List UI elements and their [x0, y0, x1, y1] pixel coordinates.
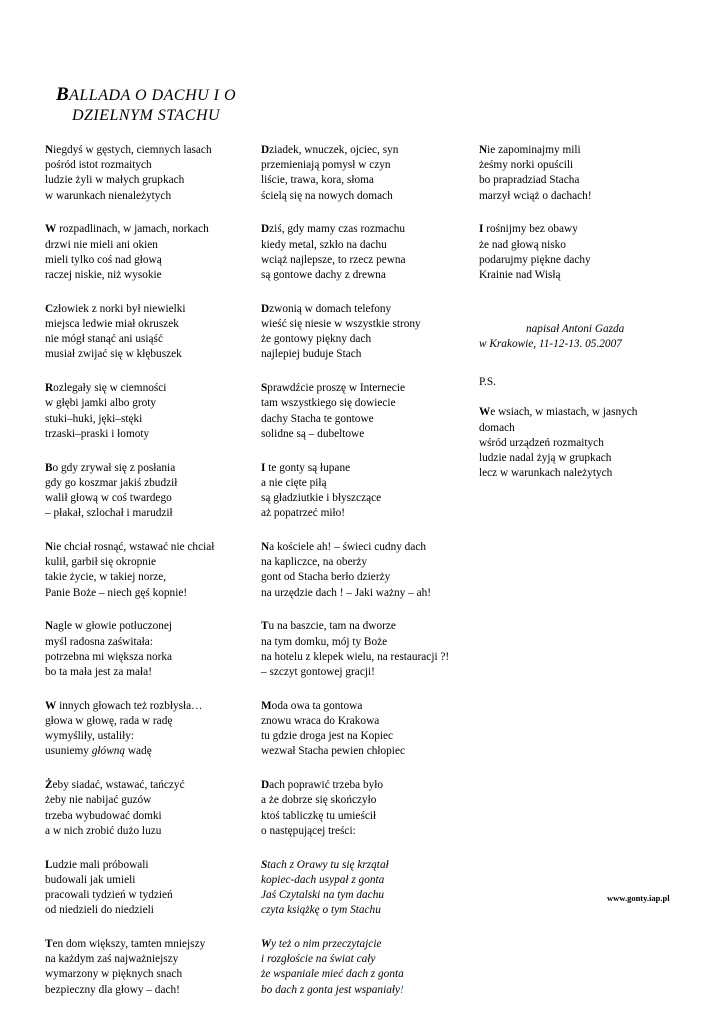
stanza-initial: C: [45, 302, 54, 315]
stanza-line: [261, 347, 476, 362]
stanza-line-text: od niedzieli do niedzieli: [45, 904, 154, 917]
stanza: [45, 222, 245, 283]
stanza-initial: L: [45, 858, 53, 871]
stanza-line-text: najlepiej buduje Stach: [261, 348, 362, 361]
stanza-line: wieść się niesie w wszystkie strony: [261, 318, 421, 331]
stanza-line: [45, 143, 245, 158]
stanza-line: a że dobrze się skończyło: [261, 794, 377, 807]
stanza-initial: T: [45, 938, 53, 951]
stanza-line-text: en dom większy, tamten mniejszy: [52, 938, 206, 951]
stanza-line: [45, 744, 245, 759]
title-initial: B: [55, 84, 70, 105]
stanza-line-text: – płakał, szlochał i marudził: [45, 507, 173, 520]
stanza-line: przemieniają pomysł w czyn: [261, 159, 391, 172]
stanza-line-text: są gontowe dachy z drewna: [261, 269, 386, 282]
exclamation-mark: !: [400, 983, 404, 996]
stanza-line-text: ozlegały się w ciemności: [53, 382, 167, 395]
stanza-line: [261, 983, 476, 998]
stanza: [261, 699, 476, 760]
stanza-initial: S: [261, 858, 268, 871]
stanza-line: [45, 506, 245, 521]
stanza-initial: R: [45, 382, 54, 395]
stanza-line-text: prawdźcie proszę w Internecie: [267, 382, 405, 395]
stanza-line: [45, 699, 245, 714]
footer-url: www.gonty.iap.pl: [607, 893, 670, 903]
stanza-line-text: bo dach z gonta jest wspaniały: [261, 983, 401, 996]
stanza-line: [479, 222, 679, 237]
stanza: [261, 778, 476, 839]
stanza: [45, 381, 245, 442]
stanza-line: pracowali tydzień w tydzień: [45, 889, 173, 902]
stanza-line: [45, 937, 245, 952]
stanza-line: [45, 665, 245, 680]
stanza-line-text: musiał zwijać się w kłębuszek: [45, 348, 182, 361]
stanza-line: [45, 347, 245, 362]
stanza-line: że nad głową nisko: [479, 238, 566, 251]
stanza-line: nie mógł stanąć ani usiąść: [45, 333, 163, 346]
stanza-line: [261, 586, 476, 601]
stanza-line: ludzie żyli w małych grupkach: [45, 174, 185, 187]
stanza-line: ktoś tabliczkę tu umieścił: [261, 809, 377, 822]
stanza-emphasis: główną: [91, 745, 126, 758]
stanza-line: [261, 302, 476, 317]
signature-place-date: w Krakowie, 11-12-13. 05.2007: [479, 338, 622, 351]
stanza-line-text: tach z Orawy tu się krzątał: [267, 858, 389, 871]
stanza-line: [261, 619, 476, 634]
stanza-line-text: te gonty są łupane: [265, 461, 351, 474]
stanza-line: [261, 427, 476, 442]
stanza-line: wymyśliły, ustaliły:: [45, 730, 135, 743]
stanza-line: [261, 222, 476, 237]
stanza: [261, 540, 476, 601]
stanza-initial: W: [45, 699, 57, 712]
stanza-line: [261, 778, 476, 793]
stanza-line-text: wadę: [125, 745, 152, 758]
stanza-line: kulił, garbił się okropnie: [45, 556, 157, 569]
stanza-line-text: złowiek z norki był niewielki: [53, 302, 186, 315]
stanza-line: [45, 778, 245, 793]
stanza-line-text: ziś, gdy mamy czas rozmachu: [269, 223, 405, 236]
stanza: [45, 540, 245, 601]
stanza-line: że wspaniale mieć dach z gonta: [261, 968, 404, 981]
stanza-line: gont od Stacha berło dzierży: [261, 571, 391, 584]
stanza-line: [261, 540, 476, 555]
stanza-line: [45, 222, 245, 237]
stanza-line: [261, 937, 476, 952]
stanza-line: pośród istot rozmaitych: [45, 159, 152, 172]
stanza-line: żeby nie nabijać guzów: [45, 794, 152, 807]
column-3: [479, 143, 679, 500]
stanza-line: [45, 189, 245, 204]
stanza-line-text: o następującej treści:: [261, 824, 356, 837]
stanza-line: [261, 824, 476, 839]
stanza-line: są gładziutkie i błyszczące: [261, 492, 382, 505]
stanza-line: Jaś Czytalski na tym dachu: [261, 889, 384, 902]
stanza-line: głowa w głowę, rada w radę: [45, 715, 173, 728]
stanza-line-text: iegdyś w gęstych, ciemnych lasach: [53, 144, 212, 156]
stanza-line-text: a w nich zrobić dużo luzu: [45, 824, 162, 837]
stanza-line-text: o gdy zrywał się z posłania: [52, 461, 176, 474]
stanza: [45, 302, 245, 363]
stanza-line: kiedy metal, szkło na dachu: [261, 238, 387, 251]
stanza-line: [45, 619, 245, 634]
stanza-line-text: zwonią w domach telefony: [269, 302, 392, 315]
stanza-line-text: ie chciał rosnąć, wstawać nie chciał: [53, 541, 215, 554]
stanza-line: [479, 189, 679, 204]
stanza-line: tu gdzie droga jest na Kopiec: [261, 730, 394, 743]
ps-label: P.S.: [479, 376, 496, 389]
stanza-line: takie życie, w takiej norze,: [45, 571, 167, 584]
stanza-line: [261, 665, 476, 680]
stanza-line-text: marzył wciąż o dachach!: [479, 189, 592, 202]
stanza-line-text: rośnijmy bez obawy: [483, 223, 578, 236]
stanza-line: na kapliczce, na oberży: [261, 556, 368, 569]
stanza-line-text: trzaski–praski i łomoty: [45, 427, 150, 440]
column-3-stanzas: [479, 143, 679, 283]
stanza-line: [261, 506, 476, 521]
stanza: [261, 302, 476, 363]
stanza-line-text: agle w głowie potłuczonej: [53, 620, 173, 633]
stanza-line: liście, trawa, kora, słoma: [261, 174, 374, 187]
stanza: [45, 858, 245, 919]
stanza-line: miejsca ledwie miał okruszek: [45, 318, 179, 331]
stanza-line: wciąż najlepsze, to rzecz pewna: [261, 253, 406, 266]
stanza-line-text: eby siadać, wstawać, tańczyć: [52, 779, 185, 792]
stanza: [45, 937, 245, 998]
stanza-line: [45, 540, 245, 555]
stanza-line: na hotelu z klepek wielu, na restauracji ?!: [261, 650, 450, 663]
signature: [479, 322, 679, 352]
stanza-initial: I: [261, 461, 266, 474]
stanza: [45, 699, 245, 760]
stanza-line-text: udzie mali próbowali: [52, 858, 149, 871]
stanza-line: stuki–huki, jęki–stęki: [45, 412, 143, 425]
stanza-line: [261, 744, 476, 759]
stanza-initial: N: [45, 620, 54, 633]
stanza-initial: N: [45, 541, 54, 554]
stanza-line-text: aż popatrzeć miło!: [261, 507, 346, 520]
poem-title: [46, 85, 246, 126]
stanza-line: dachy Stacha te gontowe: [261, 412, 374, 425]
stanza-line: że gontowy piękny dach: [261, 333, 372, 346]
stanza-line: bo prapradziad Stacha: [479, 174, 580, 187]
stanza-line-text: raczej niskie, niż wysokie: [45, 269, 162, 282]
stanza-line: na tym domku, mój ty Boże: [261, 635, 388, 648]
stanza-line-text: solidne są – dubeltowe: [261, 427, 365, 440]
stanza-line: [261, 268, 476, 283]
stanza-line-text: ie zapominajmy mili: [487, 144, 581, 156]
stanza-line: kopiec-dach usypał z gonta: [261, 873, 385, 886]
stanza-initial: D: [261, 223, 270, 236]
stanza: [261, 222, 476, 283]
stanza: [45, 778, 245, 839]
stanza-line: żeśmy norki opuścili: [479, 159, 574, 172]
stanza-initial: B: [45, 461, 53, 474]
column-1: [45, 143, 245, 1016]
stanza-line: i rozgłoście na świat cały: [261, 953, 376, 966]
stanza-line-text: y też o nim przeczytajcie: [271, 938, 382, 951]
stanza-line-text: rozpadlinach, w jamach, norkach: [56, 223, 209, 236]
stanza-line: [261, 903, 476, 918]
stanza-line: mieli tylko coś nad głową: [45, 253, 162, 266]
stanza-line-text: innych głowach też rozbłysła…: [56, 699, 203, 712]
stanza-line: a nie cięte piłą: [261, 476, 327, 489]
stanza-line: [261, 461, 476, 476]
stanza: [45, 461, 245, 522]
column-2: [261, 143, 476, 1016]
stanza-line: [45, 461, 245, 476]
stanza-initial: T: [261, 620, 269, 633]
stanza: [261, 858, 476, 919]
stanza-line: [45, 586, 245, 601]
stanza-line: znowu wraca do Krakowa: [261, 715, 380, 728]
stanza: [45, 143, 245, 204]
stanza-initial: W: [45, 223, 57, 236]
stanza-initial: M: [261, 699, 272, 712]
stanza: [261, 143, 476, 204]
stanza-line-text: na urzędzie dach ! – Jaki ważny – ah!: [261, 586, 431, 599]
stanza-line-text: usuniemy: [45, 745, 92, 758]
stanza: [261, 937, 476, 998]
stanza-line: budowali jak umieli: [45, 873, 136, 886]
stanza-initial: D: [261, 144, 270, 156]
stanza-line-text: – szczyt gontowej gracji!: [261, 666, 375, 679]
stanza-line-text: ach poprawić trzeba było: [269, 779, 384, 792]
stanza-line: [479, 268, 679, 283]
stanza-line-text: oda owa ta gontowa: [271, 699, 363, 712]
stanza: [261, 461, 476, 522]
stanza-line: tam wszystkiego się dowiecie: [261, 397, 396, 410]
stanza-initial: D: [261, 779, 270, 792]
stanza-line-text: wezwał Stacha pewien chłopiec: [261, 745, 405, 758]
stanza-line-text: ziadek, wnuczek, ojciec, syn: [269, 144, 399, 156]
stanza-line: wymarzony w pięknych snach: [45, 968, 183, 981]
stanza-line-text: a kościele ah! – świeci cudny dach: [269, 541, 427, 554]
stanza-line-text: czyta książkę o tym Stachu: [261, 904, 381, 917]
stanza-line: drzwi nie mieli ani okien: [45, 238, 158, 251]
stanza: [261, 381, 476, 442]
stanza-initial: N: [261, 541, 270, 554]
stanza-line: [45, 268, 245, 283]
stanza-line: [45, 302, 245, 317]
title-line-2: DZIELNYM STACHU: [71, 107, 221, 124]
stanza-initial: N: [45, 144, 54, 156]
stanza-line: podarujmy piękne dachy: [479, 253, 591, 266]
stanza-line: [261, 143, 476, 158]
stanza-initial: W: [261, 938, 272, 951]
signature-author: napisał Antoni Gazda: [526, 322, 625, 335]
stanza-line: [261, 699, 476, 714]
stanza-line: gdy go koszmar jakiś zbudził: [45, 476, 178, 489]
stanza-initial: N: [479, 144, 488, 156]
stanza-initial: Ż: [45, 779, 53, 792]
stanza-initial: I: [479, 223, 484, 236]
stanza-line: [45, 983, 245, 998]
stanza-line: potrzebna mi większa norka: [45, 650, 173, 663]
stanza-line: walił głową w coś twardego: [45, 492, 172, 505]
stanza-line-text: w warunkach nienależytych: [45, 189, 172, 202]
stanza-initial: S: [261, 382, 268, 395]
stanza-line: [479, 143, 679, 158]
stanza: [479, 143, 679, 204]
stanza-line-text: u na baszcie, tam na dworze: [268, 620, 396, 633]
stanza: [45, 619, 245, 680]
stanza-line-text: Krainie nad Wisłą: [479, 269, 561, 282]
stanza-line: [45, 858, 245, 873]
stanza: [479, 222, 679, 283]
stanza-line: myśl radosna zaświtała:: [45, 635, 153, 648]
stanza-line: [261, 858, 476, 873]
stanza-line: [45, 903, 245, 918]
stanza-line: [45, 824, 245, 839]
stanza-line: trzeba wybudować domki: [45, 809, 162, 822]
stanza-line: w głębi jamki albo groty: [45, 397, 157, 410]
stanza-line: [45, 427, 245, 442]
title-line-1: BALLADA O DACHU I O: [55, 84, 237, 105]
stanza-line: [45, 381, 245, 396]
stanza-line: [261, 381, 476, 396]
stanza-line-text: Panie Boże – niech gęś kopnie!: [45, 586, 188, 599]
stanza-line: na każdym zaś najważniejszy: [45, 953, 179, 966]
stanza: [261, 619, 476, 680]
stanza-line-text: ścielą się na nowych domach: [261, 189, 393, 202]
stanza-line-text: bo ta mała jest za mała!: [45, 666, 152, 679]
stanza-initial: D: [261, 302, 270, 315]
ps-stanza: We wsiach, w miastach, w jasnych domach wśród urządzeń rozmaitych ludzie nadal żyją w grupkach lecz w warunkach należytych: [479, 406, 638, 480]
stanza-line-text: bezpieczny dla głowy – dach!: [45, 983, 180, 996]
stanza-line: [261, 189, 476, 204]
